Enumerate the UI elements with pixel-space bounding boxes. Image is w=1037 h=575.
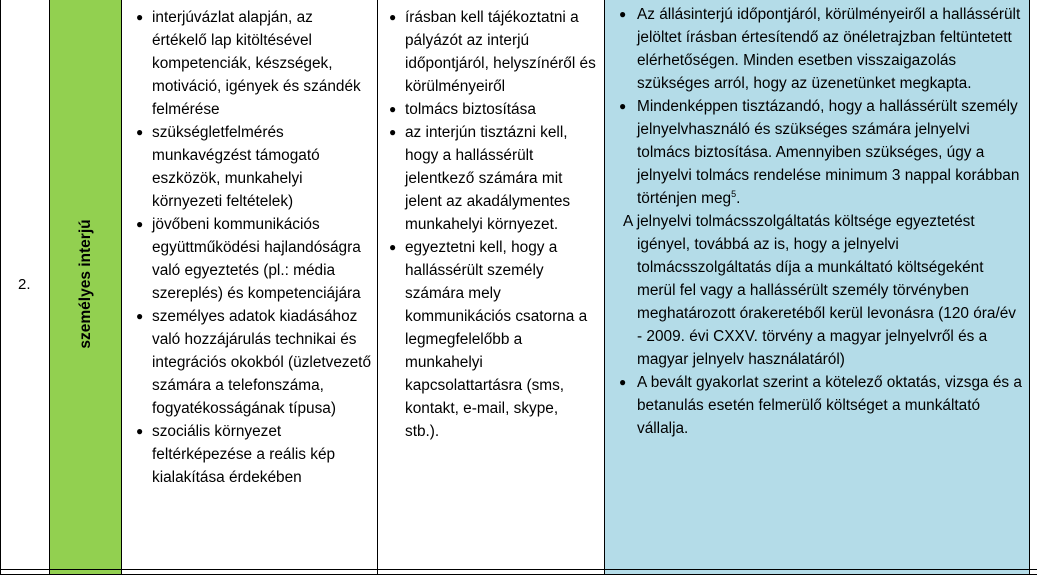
list-item [136,305,371,420]
row-title: személyes interjú [76,219,94,349]
list-item-text: szociális környezet feltérképezése a reális kép kialakítása érdekében [152,423,336,486]
list-item-text: tolmács biztosítása [405,101,536,118]
list-item-text: szükségletfelmérés munkavégzést támogató eszközök, munkahelyi környezeti feltételek) [152,124,320,210]
interpreter-cost-first-line: A jelnyelvi tolmácsszolgáltatás költsége egyeztetést [623,213,975,230]
list-item-text: interjúvázlat alapján, az értékelő lap kitöltésével kompetenciák, készségek, motiváció, igények és szándék felmérése [152,9,361,118]
list-item [136,420,371,489]
tasks-cell [378,0,605,569]
tasks-list [378,0,604,443]
bullet-icon: ● [136,217,144,231]
notes-list-2 [619,371,1023,440]
list-item [136,213,371,305]
bullet-icon: ● [136,424,144,438]
list-item [619,3,1023,95]
activities-cell [122,0,378,569]
list-item [389,236,596,443]
list-item [619,371,1023,440]
list-item-text: jövőbeni kommunikációs együttműködési hajlandóságra való egyeztetés (pl.: média szereplés) és kompetenciájára [152,216,361,302]
list-item [389,98,596,121]
list-item [389,121,596,236]
list-item [389,6,596,98]
list-item-text: A bevált gyakorlat szerint a kötelező oktatás, vizsga és a betanulás esetén felmerülő költséget a munkáltató vállalja. [637,374,1022,437]
row-number: 2. [1,0,50,569]
bullet-icon: ● [136,309,144,323]
notes-list [619,3,1023,210]
footnote-marker: 5 [731,188,737,199]
bullet-icon: ● [389,240,397,254]
bullet-icon: ● [619,7,627,21]
bullet-icon: ● [136,10,144,24]
list-item-text: Mindenképpen tisztázandó, hogy a hallássérült személy jelnyelvhasználó és szükséges számára jelnyelvi tolmács biztosítása. Amennyiben szükséges, úgy a jelnyelvi tolmács rendelése minimum 3 nappal korábban történjen meg [637,98,1020,207]
table-row [1,0,1037,569]
list-item [136,6,371,121]
interpreter-cost-paragraph [619,210,1023,371]
list-item: ● Mindenképpen tisztázandó, hogy a hallássérült személy jelnyelvhasználó és szükséges számára jelnyelvi tolmács biztosítása. Amennyiben szükséges, úgy a jelnyelvi tolmács rendelése minimum 3 nappal korábban történjen meg$^5$. [619,95,1023,210]
bullet-icon: ● [389,102,397,116]
right-margin-cell [1030,0,1037,569]
bullet-icon: ● [136,125,144,139]
table-row-next [1,569,1037,575]
bullet-icon: ● [619,375,627,389]
list-item-text: Az állásinterjú időpontjáról, körülményeiről a hallássérült jelöltet írásban értesítendő az önéletrajzban feltüntetett elérhetőségen. Minden esetben visszaigazolás szükséges arról, hogy az üzenetünket megkapta. [637,6,1021,92]
interpreter-cost-rest: igényel, továbbá az is, hogy a jelnyelvi tolmácsszolgáltatás díja a munkáltató költségeként merül fel vagy a hallássérült személy törvényben meghatározott órakeretéből kerül levonásra (120 óra/év - 2009. évi CXXV. törvény a magyar jelnyelvről és a magyar jelnyelv használatáról) [637,236,1016,368]
bullet-icon: ● [389,10,397,24]
list-item-text: az interjún tisztázni kell, hogy a hallássérült jelentkező számára mit jelent az akadálymentes munkahelyi környezet. [405,124,571,233]
list-item-text: írásban kell tájékoztatni a pályázót az interjú időpontjáról, helyszínéről és körülményeiről [405,9,596,95]
list-item [136,121,371,213]
bullet-icon: ● [389,125,397,139]
list-item-text: egyeztetni kell, hogy a hallássérült személy számára mely kommunikációs csatorna a legmegfelelőbb a munkahelyi kapcsolattartásra (sms, kontakt, e-mail, skype, stb.). [405,239,588,440]
row-title-cell [50,0,122,569]
notes-cell [605,0,1030,569]
list-item-text: személyes adatok kiadásához való hozzájárulás technikai és integrációs okokból (üzletvezető számára a telefonszáma, fogyatékosságának típusa) [152,308,372,417]
activities-list [122,0,377,489]
bullet-icon: ● [619,99,627,113]
